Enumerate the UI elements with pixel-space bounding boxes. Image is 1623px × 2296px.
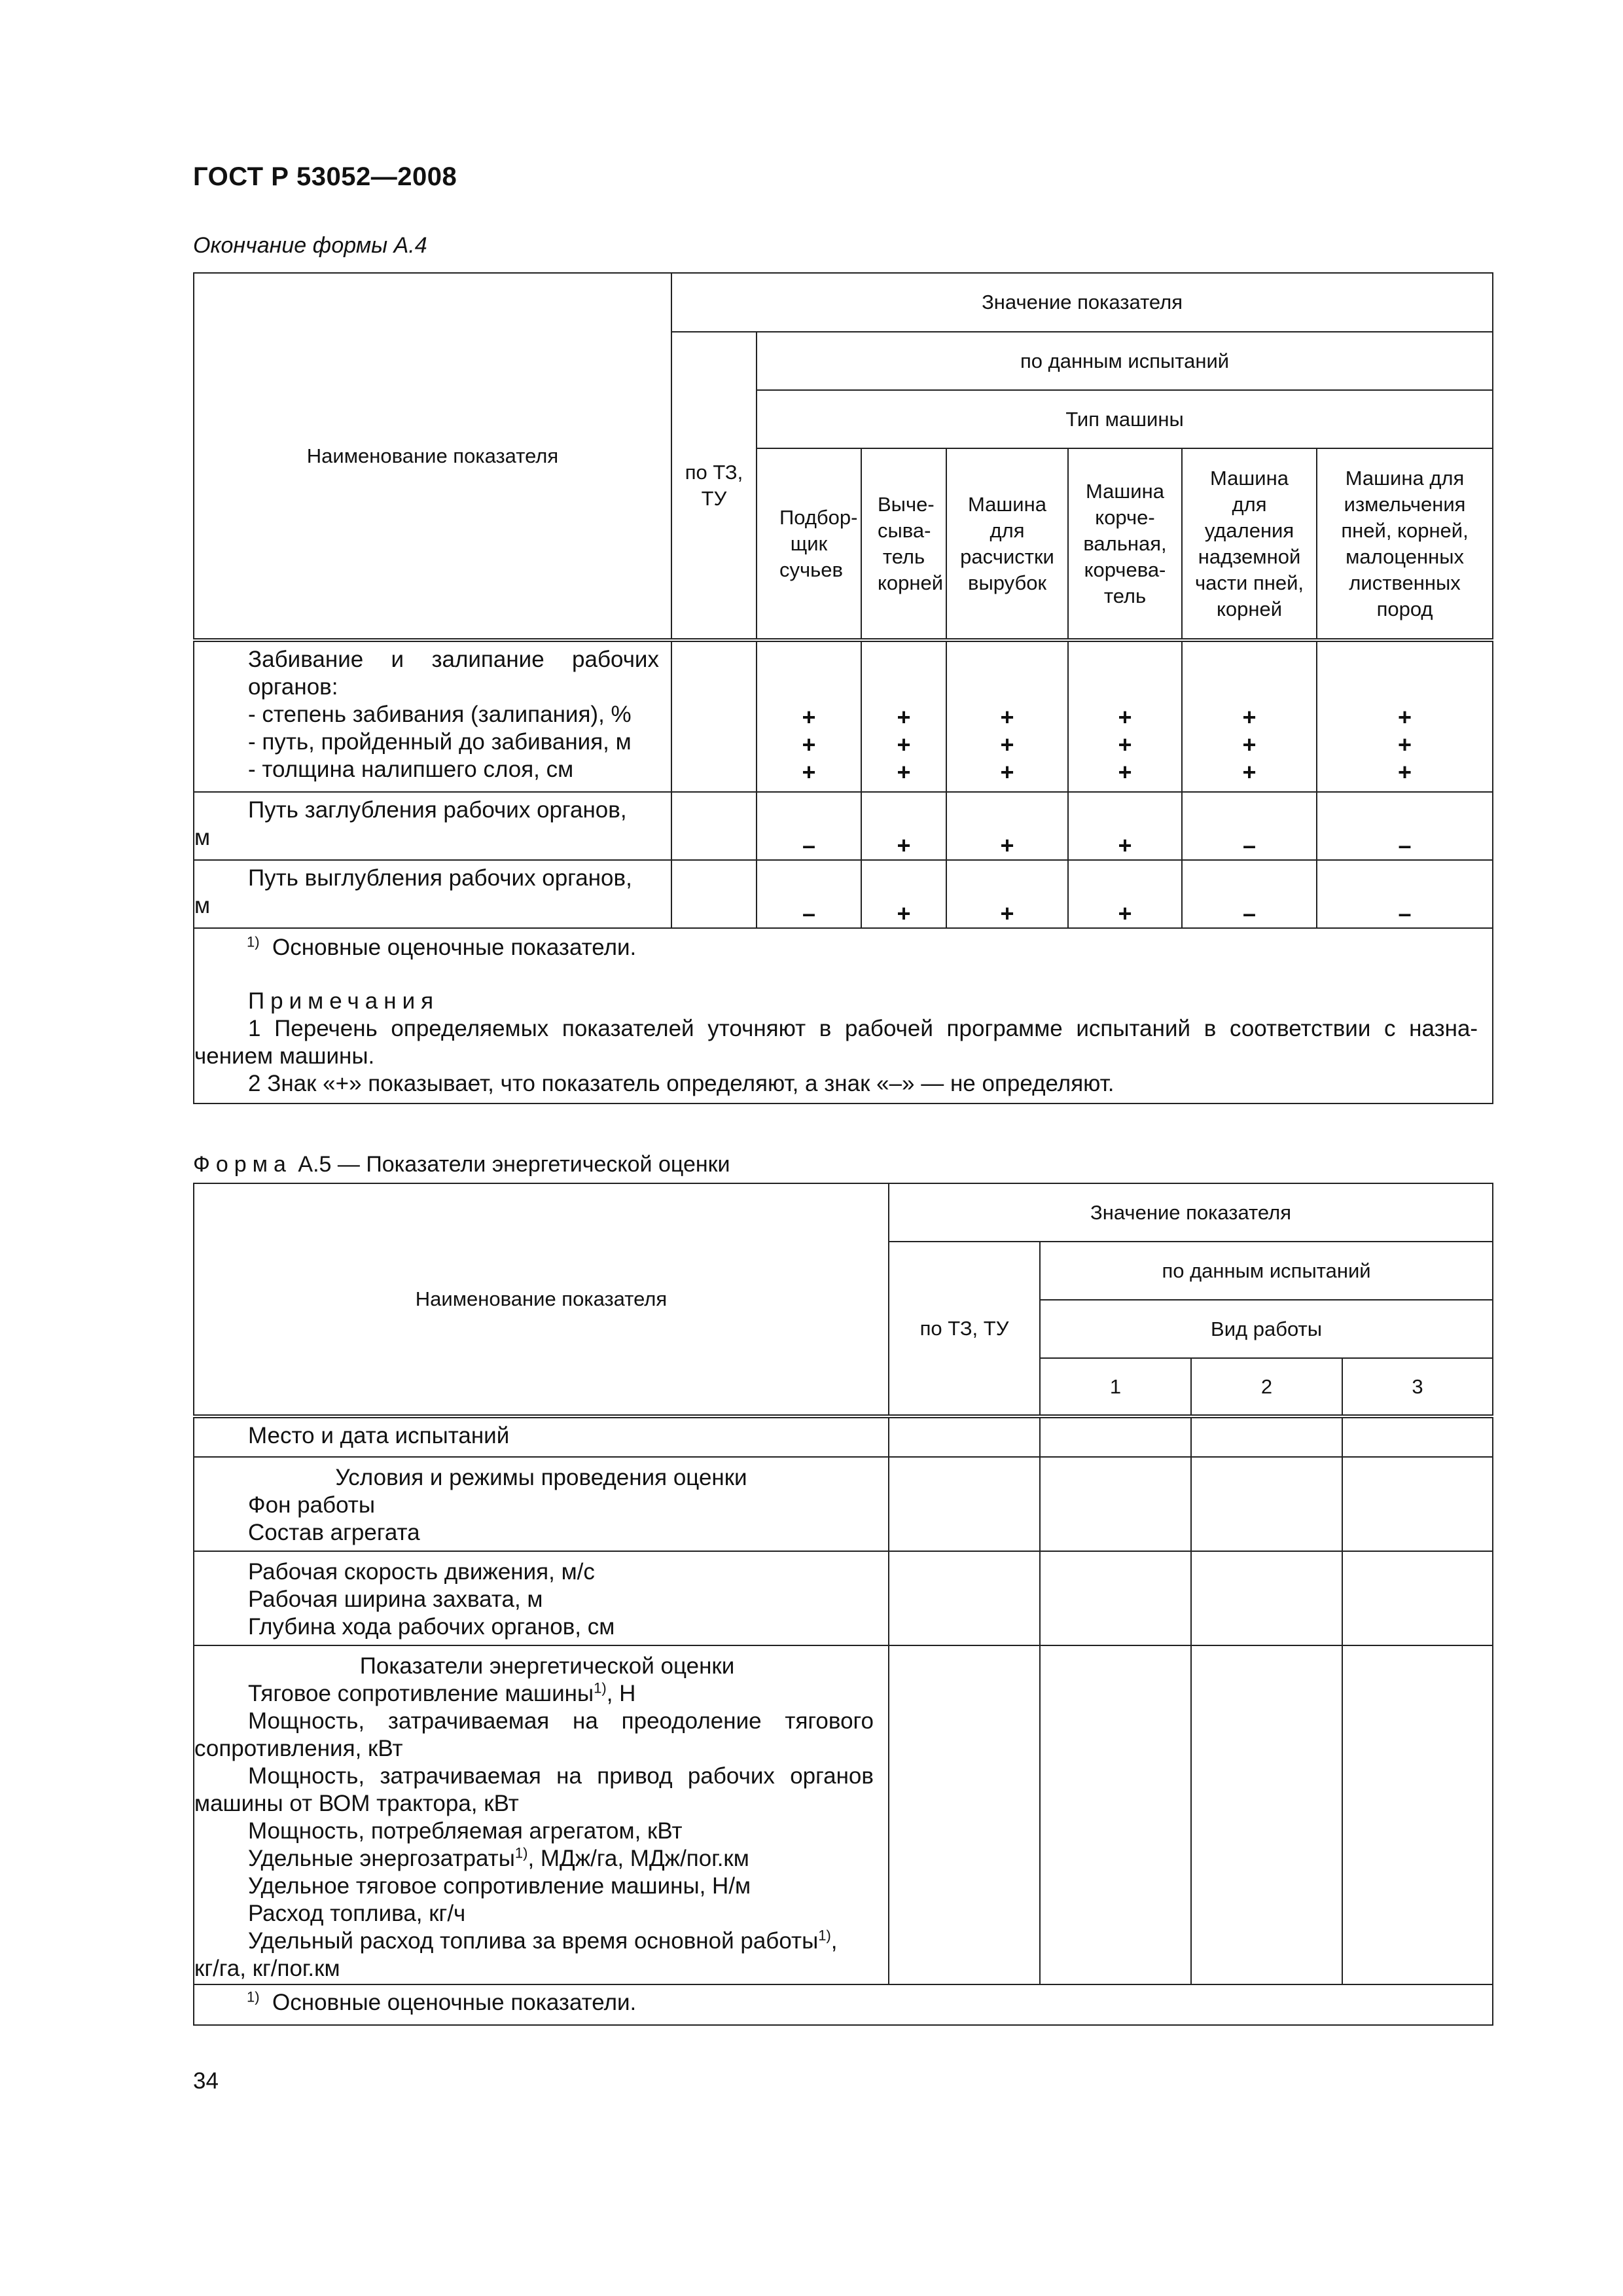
- section-title: Условия и режимы проведения оценки: [335, 1465, 747, 1490]
- table1-caption: Окончание формы А.4: [193, 233, 427, 258]
- cell-empty: [889, 1457, 1040, 1551]
- table-form-a5: [193, 1183, 1493, 2026]
- cell-mark: +: [946, 792, 1068, 860]
- header-work-3: 3: [1342, 1358, 1493, 1416]
- cell-empty: [1040, 1457, 1191, 1551]
- header-tz-tu: по ТЗ, ТУ: [889, 1242, 1040, 1416]
- cell-marks: + + +: [1182, 640, 1317, 792]
- row-penetration-path: Путь заглубления рабочих органов, м: [194, 792, 671, 860]
- cell-empty: [1191, 1551, 1342, 1645]
- cell-tz-2: [671, 792, 757, 860]
- header-work-2: 2: [1191, 1358, 1342, 1416]
- table1-notes: $^{1)}$ Основные оценочные показатели. Примечания 1 Перечень определяемых показателей уточняют в рабочей программе испытаний в соответствии с назна- чением машины. 2 Знак «+» показывает, что показатель определяют, а знак «–» — не определяют.: [194, 928, 1493, 1103]
- cell-tz-1: [671, 640, 757, 792]
- cell-empty: [1342, 1645, 1493, 1984]
- cell-mark: –: [757, 860, 861, 928]
- header-indicator-name: Наименование показателя: [194, 273, 671, 640]
- cell-mark: –: [1182, 792, 1317, 860]
- cell-empty: [1191, 1645, 1342, 1984]
- row-place-date: Место и дата испытаний: [194, 1416, 889, 1457]
- header-value: Значение показателя: [889, 1183, 1493, 1242]
- cell-mark: –: [1317, 860, 1493, 928]
- table2-footnote: $^{1)}$ Основные оценочные показатели.: [194, 1984, 1493, 2025]
- document-code: ГОСТ Р 53052—2008: [193, 162, 457, 191]
- cell-empty: [889, 1551, 1040, 1645]
- header-machine-1: Подбор-щик сучьев: [757, 448, 861, 640]
- cell-marks: + + +: [946, 640, 1068, 792]
- row-energy-indicators: Показатели энергетической оценки Тяговое сопротивление машины$^{1)}$, Н Мощность, затрачиваемая на преодоление тягового сопротивления, кВт Мощность, затрачиваемая на привод рабочих органов машины от ВОМ трактора, кВт Мощность, потребляемая агрегатом, кВт Удельные энергозатраты$^{1)}$, МДж/га, МДж/пог.км Удельное тяговое сопротивление машины, Н/м Расход топлива, кг/ч Удельный расход топлива за время основной работы$^{1)}$, кг/га, кг/пог.км: [194, 1645, 889, 1984]
- cell-marks: + + +: [757, 640, 861, 792]
- cell-empty: [1342, 1457, 1493, 1551]
- cell-marks: + + +: [1317, 640, 1493, 792]
- header-test-data: по данным испытаний: [757, 332, 1493, 390]
- header-machine-3: Машина для расчистки вырубок: [946, 448, 1068, 640]
- cell-mark: –: [1317, 792, 1493, 860]
- notes-title: Примечания: [248, 988, 440, 1014]
- cell-mark: +: [1068, 792, 1182, 860]
- row-operating-params: Рабочая скорость движения, м/с Рабочая ширина захвата, м Глубина хода рабочих органов, см: [194, 1551, 889, 1645]
- header-machine-5: Машина для удаления надземной части пней, корней: [1182, 448, 1317, 640]
- cell-empty: [1191, 1416, 1342, 1457]
- cell-empty: [1040, 1645, 1191, 1984]
- cell-mark: –: [1182, 860, 1317, 928]
- cell-mark: +: [1068, 860, 1182, 928]
- header-tz-tu: по ТЗ, ТУ: [671, 332, 757, 640]
- row-clogging: Забивание и залипание рабочих органов: - степень забивания (залипания), % - путь, пройденный до забивания, м - толщина налипшего слоя, см: [194, 640, 671, 792]
- header-indicator-name: Наименование показателя: [194, 1183, 889, 1416]
- header-machine-6: Машина для измельчения пней, корней, малоценных лиственных пород: [1317, 448, 1493, 640]
- cell-empty: [889, 1645, 1040, 1984]
- cell-mark: –: [757, 792, 861, 860]
- header-test-data: по данным испытаний: [1040, 1242, 1493, 1300]
- cell-marks: + + +: [1068, 640, 1182, 792]
- page-number: 34: [193, 2068, 219, 2094]
- header-machine-2: Выче-сыва-тель корней: [861, 448, 946, 640]
- cell-empty: [889, 1416, 1040, 1457]
- table2-caption: Форма А.5 — Показатели энергетической оценки: [193, 1152, 730, 1177]
- cell-mark: +: [861, 860, 946, 928]
- table-form-a4: [193, 272, 1493, 1104]
- header-work-type: Вид работы: [1040, 1300, 1493, 1358]
- header-value: Значение показателя: [671, 273, 1493, 332]
- cell-mark: +: [946, 860, 1068, 928]
- cell-tz-3: [671, 860, 757, 928]
- cell-empty: [1342, 1416, 1493, 1457]
- row-conditions: Условия и режимы проведения оценки Фон работы Состав агрегата: [194, 1457, 889, 1551]
- cell-empty: [1040, 1416, 1191, 1457]
- cell-marks: + + +: [861, 640, 946, 792]
- cell-empty: [1342, 1551, 1493, 1645]
- row-extraction-path: Путь выглубления рабочих органов, м: [194, 860, 671, 928]
- header-machine-4: Машина корче-вальная, корчева-тель: [1068, 448, 1182, 640]
- header-work-1: 1: [1040, 1358, 1191, 1416]
- cell-empty: [1191, 1457, 1342, 1551]
- section-title: Показатели энергетической оценки: [359, 1653, 735, 1679]
- cell-mark: +: [861, 792, 946, 860]
- cell-empty: [1040, 1551, 1191, 1645]
- header-machine-type: Тип машины: [757, 390, 1493, 448]
